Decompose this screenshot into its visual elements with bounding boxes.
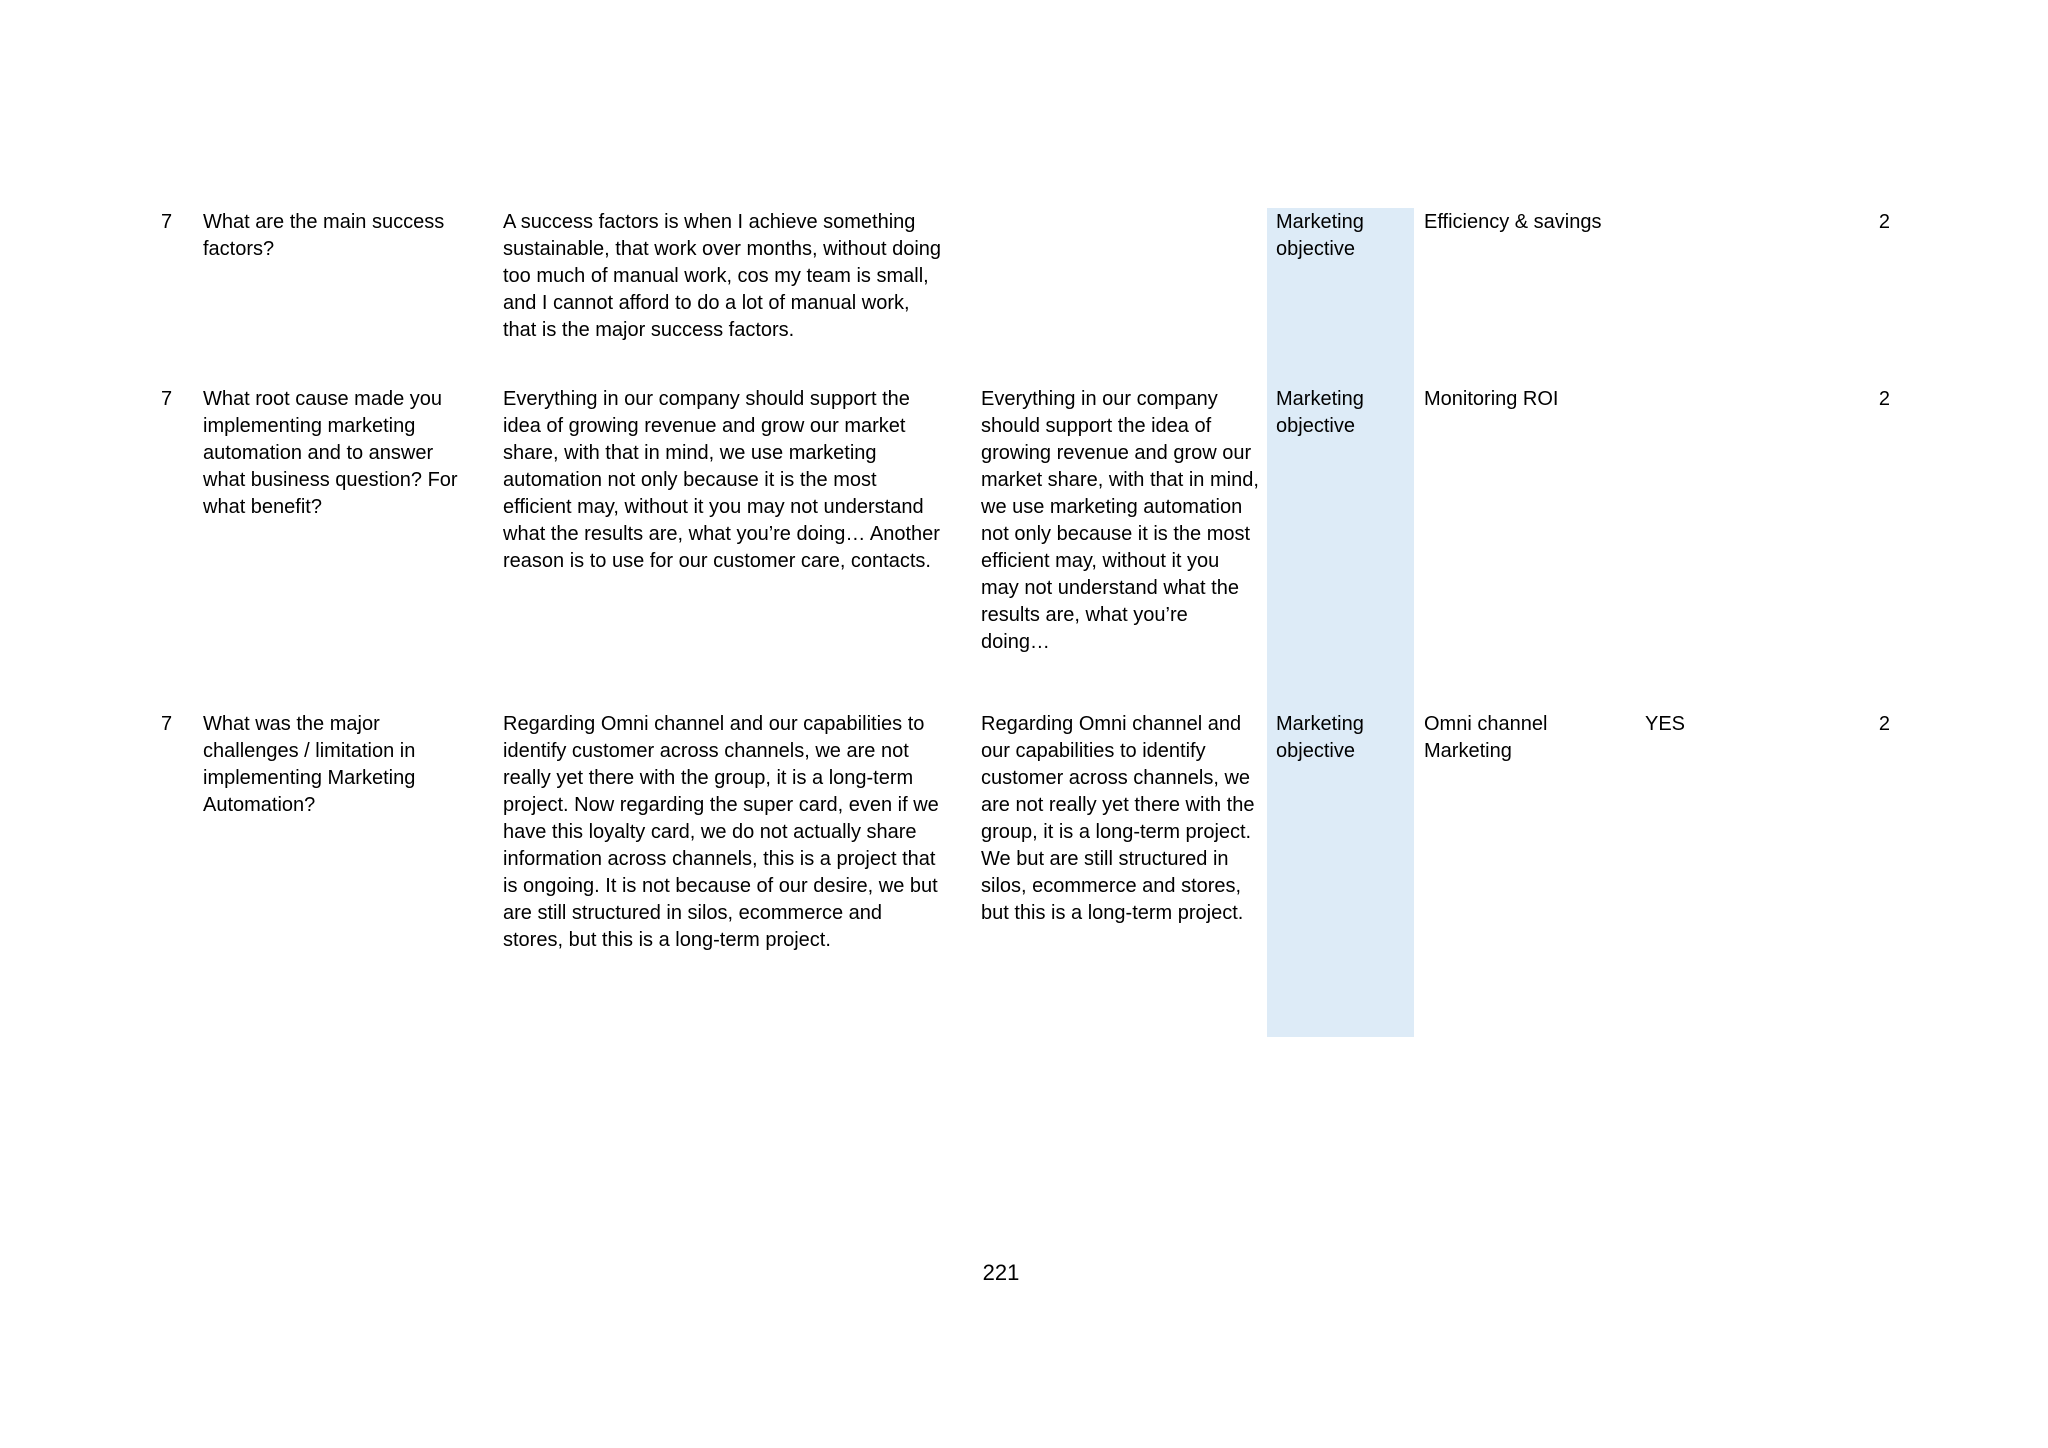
answer-excerpt: Everything in our company should support the idea of growing revenue and grow our market share, with that in mind, we use marketing automation not only because it is the most efficient may, without it you may not understand what the results are, what you’re doing… bbox=[981, 388, 1259, 653]
answer-excerpt: Regarding Omni channel and our capabilities to identify customer across channels, we are not really yet there with the group, it is a long-term project. We but are still structured in silos, ecommerce and stores, but this is a long-term project. bbox=[981, 713, 1255, 924]
row-number: 7 bbox=[161, 388, 173, 410]
theme-label: Monitoring ROI bbox=[1424, 388, 1559, 410]
flag-value: YES bbox=[1645, 713, 1686, 735]
row-number: 7 bbox=[161, 713, 173, 735]
interview-question: What root cause made you implementing marketing automation and to answer what business question? For what benefit? bbox=[203, 388, 458, 518]
row-number: 7 bbox=[161, 211, 173, 233]
theme-label: Omni channel Marketing bbox=[1424, 713, 1548, 762]
theme-label: Efficiency & savings bbox=[1424, 211, 1602, 233]
category-column-shading bbox=[1267, 208, 1414, 1037]
full-answer: Regarding Omni channel and our capabilities to identify customer across channels, we are not really yet there with the group, it is a long-term project. Now regarding the super card, even if we have this loyalty card, we do not actually share information across channels, this is a project that is ongoing. It is not because of our desire, we but are still structured in silos, ecommerce and stores, but this is a long-term project. bbox=[503, 713, 939, 951]
full-answer: A success factors is when I achieve something sustainable, that work over months, without doing too much of manual work, cos my team is small, and I cannot afford to do a lot of manual work, that is the major success factors. bbox=[503, 211, 942, 341]
interview-question: What was the major challenges / limitation in implementing Marketing Automation? bbox=[203, 713, 416, 816]
score-value: 2 bbox=[1878, 713, 1890, 735]
category-label: Marketing objective bbox=[1276, 211, 1364, 260]
score-value: 2 bbox=[1878, 211, 1890, 233]
category-label: Marketing objective bbox=[1276, 388, 1364, 437]
category-label: Marketing objective bbox=[1276, 713, 1364, 762]
page-number: 221 bbox=[982, 1260, 1020, 1285]
full-answer: Everything in our company should support the idea of growing revenue and grow our market share, with that in mind, we use marketing automation not only because it is the most efficient may, without it you may not understand what the results are, what you’re doing… Another reason is to use for our customer care, contacts. bbox=[503, 388, 940, 572]
score-value: 2 bbox=[1878, 388, 1890, 410]
interview-question: What are the main success factors? bbox=[203, 211, 445, 260]
